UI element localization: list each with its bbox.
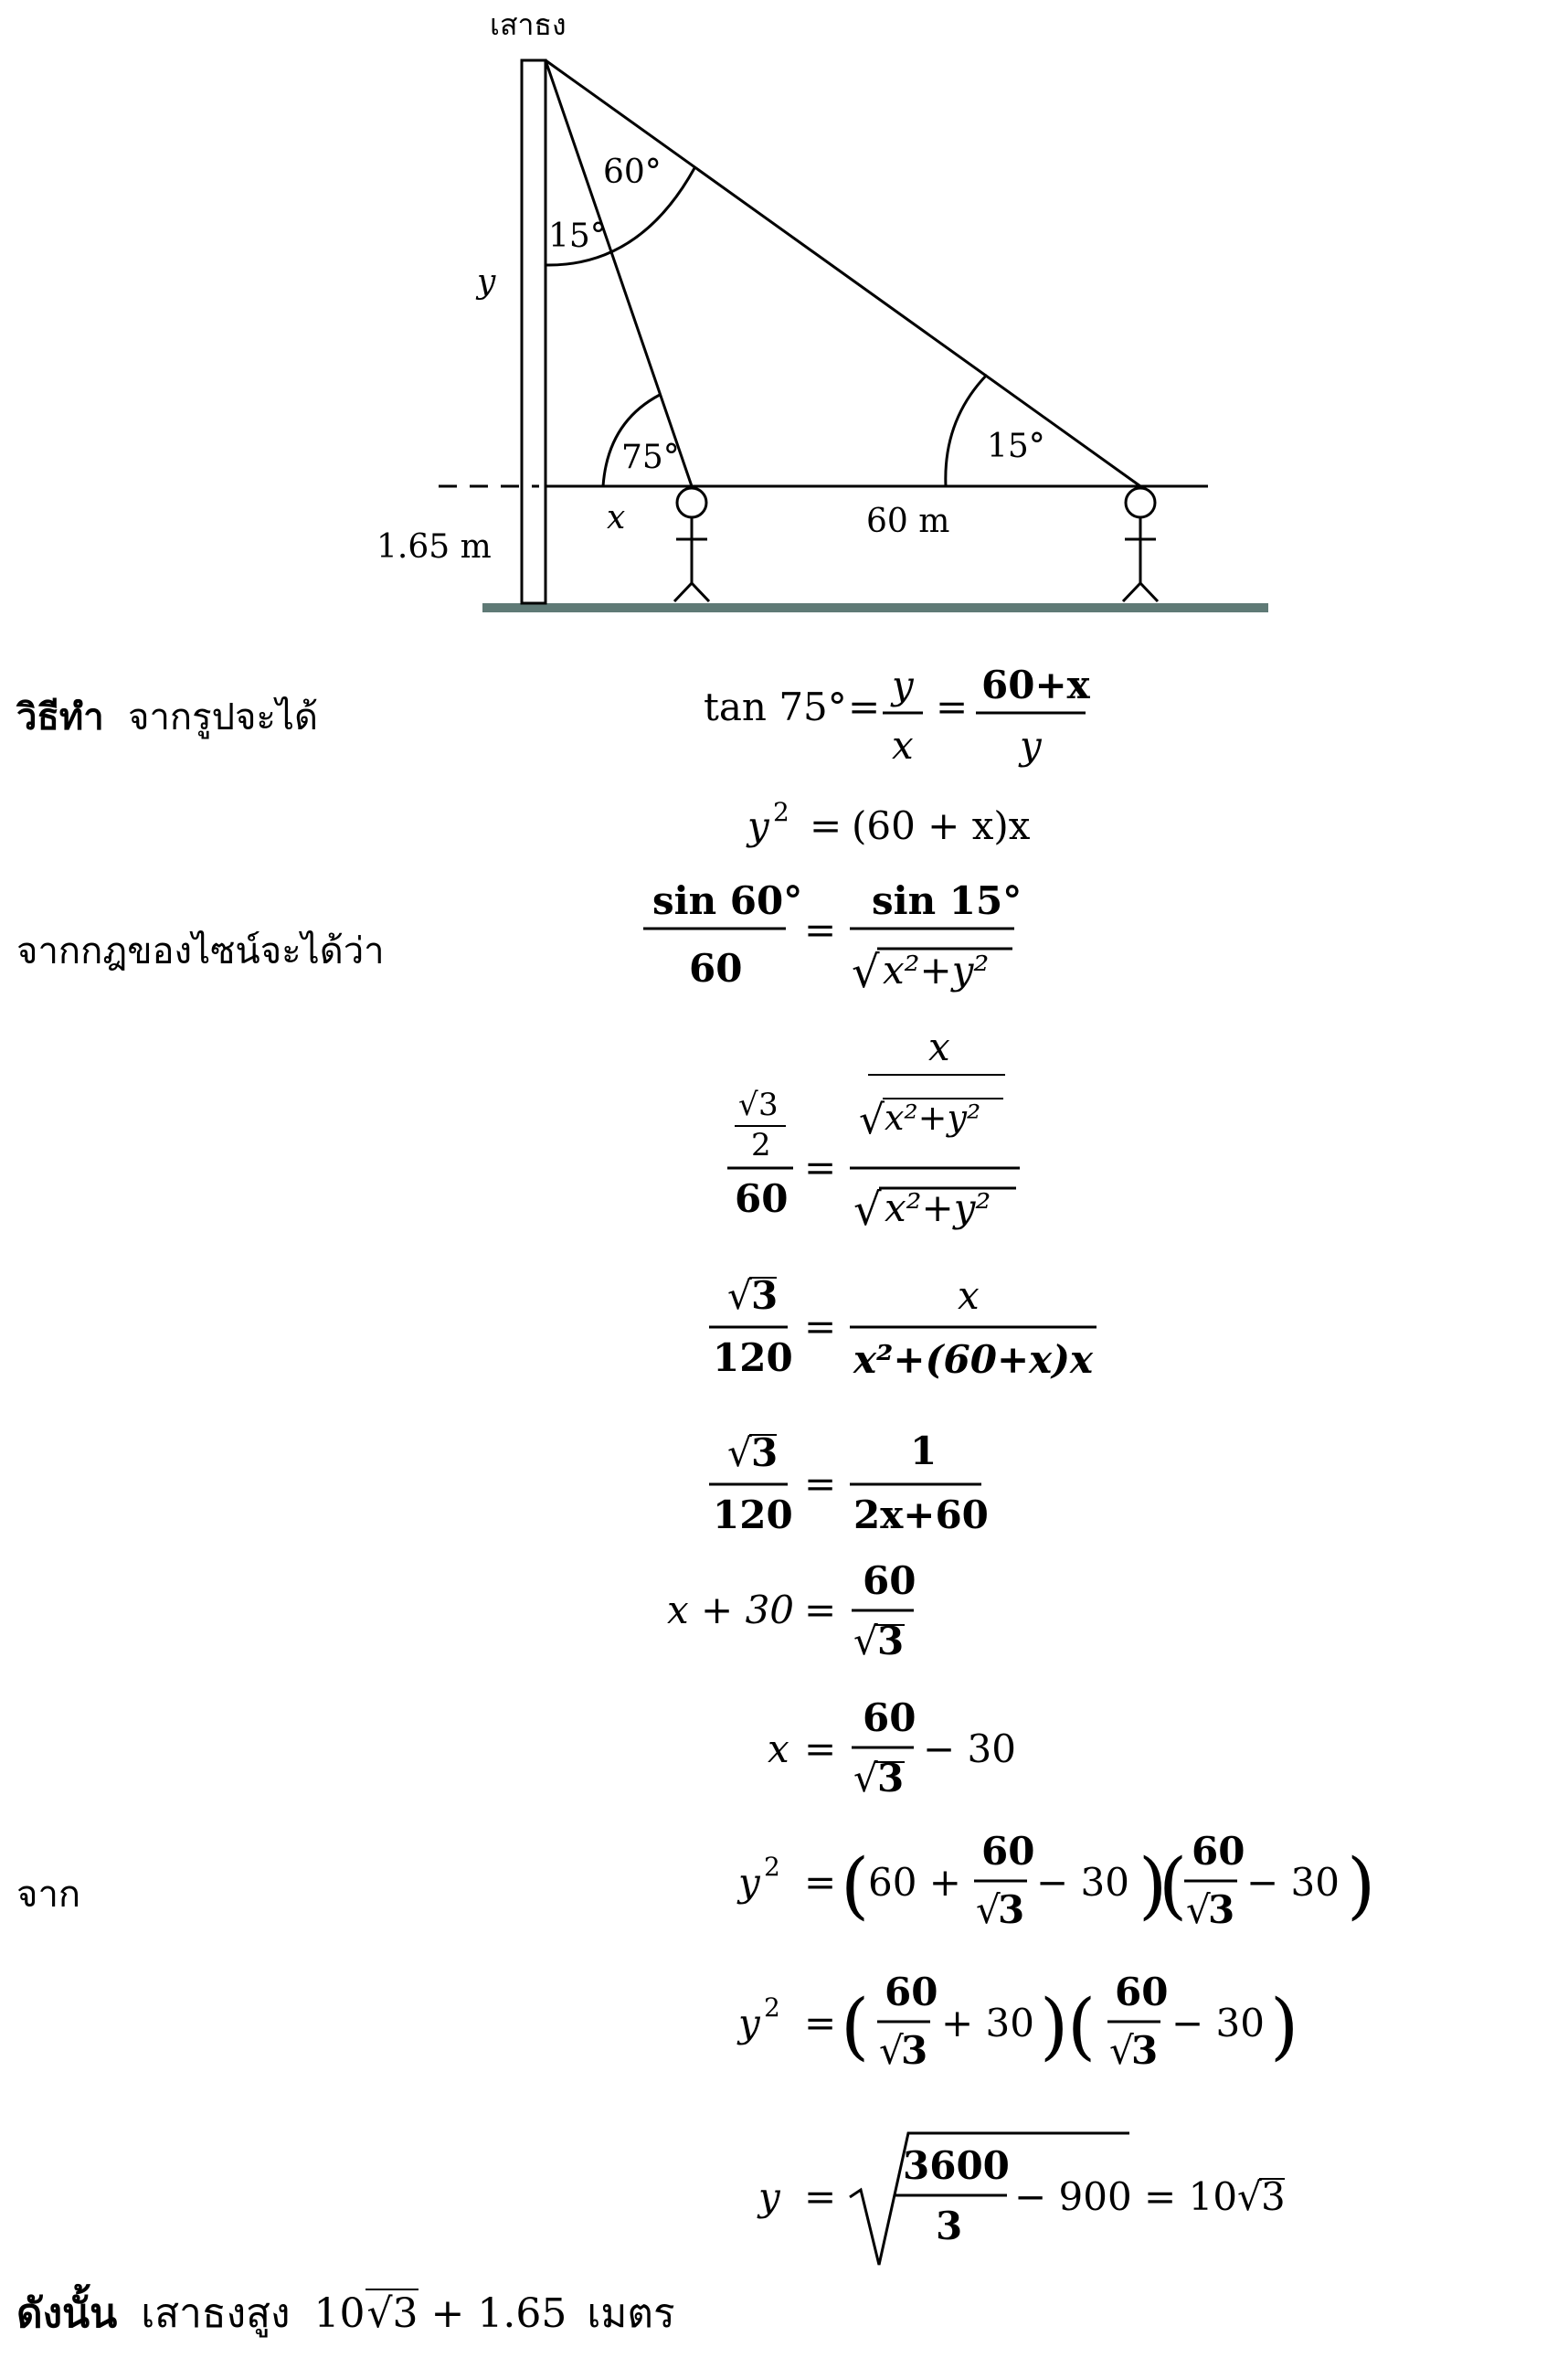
eq8-x: x [768, 1726, 789, 1771]
eq7-rad: √ [853, 1619, 878, 1663]
person-far [1123, 488, 1158, 601]
eq5-3: 3 [751, 1273, 779, 1318]
flagpole [522, 60, 546, 603]
eq-step6 [709, 1429, 989, 1537]
conclusion-plus: + 1.65 [430, 2290, 567, 2337]
eq11-rest: − 900 = 10 [1014, 2174, 1238, 2219]
eq2-eq: = [810, 803, 842, 848]
eq8-60: 60 [863, 1695, 916, 1740]
ground [482, 603, 1268, 612]
eq10-f2-60: 60 [1115, 1970, 1169, 2014]
eq-step5 [709, 1273, 1097, 1382]
eq2-y: y [747, 803, 769, 848]
eq9-lp2: ( [1159, 1843, 1188, 1928]
eq9-lp1: ( [841, 1843, 870, 1928]
eq1-den-y: y [1020, 723, 1042, 768]
sine-rule-text: จากกฎของไซน์จะได้ว่า [16, 930, 385, 972]
conclusion-coef: 10 [313, 2290, 366, 2337]
eq9-m30b: − 30 [1246, 1860, 1340, 1905]
eq2-rhs: (60 + x)x [852, 803, 1031, 848]
conclusion-unit: เมตร [587, 2290, 675, 2337]
person-near [674, 488, 709, 601]
eq7-eq: = [804, 1588, 837, 1632]
eq4-x: x [928, 1025, 950, 1069]
angle-label-15-top: 15° [548, 218, 607, 255]
eq1-eq2: = [936, 685, 969, 729]
eq10-f1-rad: √ [879, 2028, 904, 2073]
eq3-eq: = [804, 908, 837, 952]
eq10-lp1: ( [841, 1983, 870, 2068]
therefore-label: ดังนั้น [16, 2290, 118, 2337]
eq9-y: y [738, 1860, 760, 1905]
eq-step10 [736, 1970, 1298, 2073]
angle-arc-15 [946, 375, 987, 486]
conclusion-sqrt-val: 3 [392, 2290, 418, 2337]
eq1-eq1: = [848, 685, 881, 729]
eq5-x: x [958, 1273, 980, 1318]
eq6-3: 3 [751, 1430, 779, 1475]
eq9-f2-rad: √ [1186, 1887, 1211, 1932]
eq2-sup: 2 [773, 797, 789, 827]
angle-label-15-far: 15° [987, 428, 1045, 465]
eq7-lhs: x + 30 [667, 1588, 795, 1632]
eq-step9 [736, 1829, 1375, 1932]
eq3-60: 60 [689, 946, 743, 991]
eq7-3: 3 [877, 1619, 905, 1663]
eq7-60: 60 [863, 1558, 916, 1603]
eq8-eq: = [804, 1726, 837, 1771]
eq5-eq: = [804, 1304, 837, 1349]
label-x: x [607, 499, 626, 536]
eq10-f1-60: 60 [885, 1970, 938, 2014]
eq10-lp2: ( [1067, 1983, 1097, 2068]
method-label: วิธีทำ [16, 696, 104, 738]
eq10-f1-3: 3 [901, 2028, 928, 2073]
eq6-rad: √ [727, 1430, 752, 1475]
label-1-65m: 1.65 m [376, 528, 492, 566]
eq5-120: 120 [713, 1335, 793, 1380]
eq9-rp1: ) [1139, 1843, 1168, 1928]
eq6-120: 120 [713, 1492, 793, 1537]
eq-y2 [746, 797, 1031, 848]
eq9-sup: 2 [764, 1852, 780, 1882]
eq10-sup: 2 [764, 1992, 780, 2023]
eq11-3600: 3600 [903, 2143, 1010, 2188]
eq10-m30: − 30 [1171, 2001, 1265, 2045]
eq8-minus30: − 30 [923, 1726, 1016, 1771]
label-y: y [477, 263, 496, 301]
eq10-y: y [738, 2001, 760, 2045]
eq8-3: 3 [877, 1756, 905, 1800]
eq11-rad2: √ [1237, 2174, 1262, 2219]
eq9-f2-60: 60 [1192, 1829, 1245, 1874]
eq10-eq: = [804, 2001, 837, 2045]
eq3-rad: √ [852, 947, 880, 998]
eq4-2: 2 [751, 1127, 771, 1163]
eq-step8 [768, 1695, 1016, 1800]
eq4-rad3: √ [853, 1184, 882, 1236]
eq6-den: 2x+60 [853, 1492, 989, 1537]
eq11-y: y [758, 2174, 780, 2219]
eq9-f1-rad: √ [976, 1887, 1001, 1932]
eq6-eq: = [804, 1461, 837, 1506]
from-figure-text: จากรูปจะได้ [128, 696, 319, 738]
eq5-rad: √ [727, 1273, 752, 1318]
eq9-f1-60: 60 [981, 1829, 1035, 1874]
angle-label-75: 75° [621, 439, 680, 476]
eq11-rad2-3: 3 [1261, 2174, 1286, 2219]
eq9-m30a: − 30 [1036, 1860, 1129, 1905]
eq3-sin15: sin 15° [872, 878, 1022, 923]
eq9-f1-3: 3 [998, 1887, 1025, 1932]
conclusion-sqrt: √3 [366, 2290, 418, 2337]
eq1-x: x [892, 723, 914, 768]
eq4-60: 60 [735, 1176, 789, 1221]
eq6-1: 1 [910, 1429, 938, 1473]
eq-tan75 [704, 663, 1091, 768]
eq9-f2-3: 3 [1208, 1887, 1235, 1932]
eq1-tan: tan 75° [704, 685, 847, 729]
eq4-rad1: √ [738, 1087, 758, 1123]
eq9-eq: = [804, 1860, 837, 1905]
eq-sine-rule [643, 878, 1022, 998]
eq10-rp2: ) [1270, 1983, 1299, 2068]
label-60m: 60 m [866, 503, 950, 540]
flagpole-diagram [0, 0, 1568, 621]
eq-substituted [727, 1025, 1020, 1236]
eq10-f2-3: 3 [1131, 2028, 1159, 2073]
eq4-rad3-in: x²+y² [885, 1185, 991, 1230]
eq3-sin60: sin 60° [652, 878, 803, 923]
sight-line-far [546, 60, 1140, 486]
eq9-60plus: 60 + [868, 1860, 961, 1905]
eq4-eq: = [804, 1145, 837, 1190]
eq5-den: x²+(60+x)x [853, 1337, 1094, 1382]
from-text: จาก [16, 1874, 81, 1916]
eq-step11 [757, 2133, 1286, 2265]
pole-label: เสาธง [490, 7, 567, 42]
eq11-3: 3 [936, 2204, 963, 2248]
eq4-rad2: √ [859, 1097, 885, 1143]
eq9-rp2: ) [1347, 1843, 1376, 1928]
eq4-3: 3 [758, 1087, 779, 1123]
sight-line-near [546, 60, 692, 486]
eq10-rp1: ) [1040, 1983, 1069, 2068]
eq8-rad: √ [853, 1756, 878, 1800]
eq1-y: y [892, 663, 914, 707]
eq10-p30: + 30 [941, 2001, 1034, 2045]
eq1-num: 60+x [981, 663, 1090, 707]
equations [0, 621, 1568, 2358]
angle-label-60: 60° [603, 154, 662, 191]
eq10-f2-rad: √ [1109, 2028, 1134, 2073]
eq3-rad-in: x²+y² [883, 948, 990, 993]
eq11-eq: = [804, 2174, 837, 2219]
eq-step7 [667, 1558, 916, 1663]
eq4-rad2-in: x²+y² [885, 1098, 981, 1138]
conclusion-text: เสาธงสูง [141, 2290, 291, 2337]
